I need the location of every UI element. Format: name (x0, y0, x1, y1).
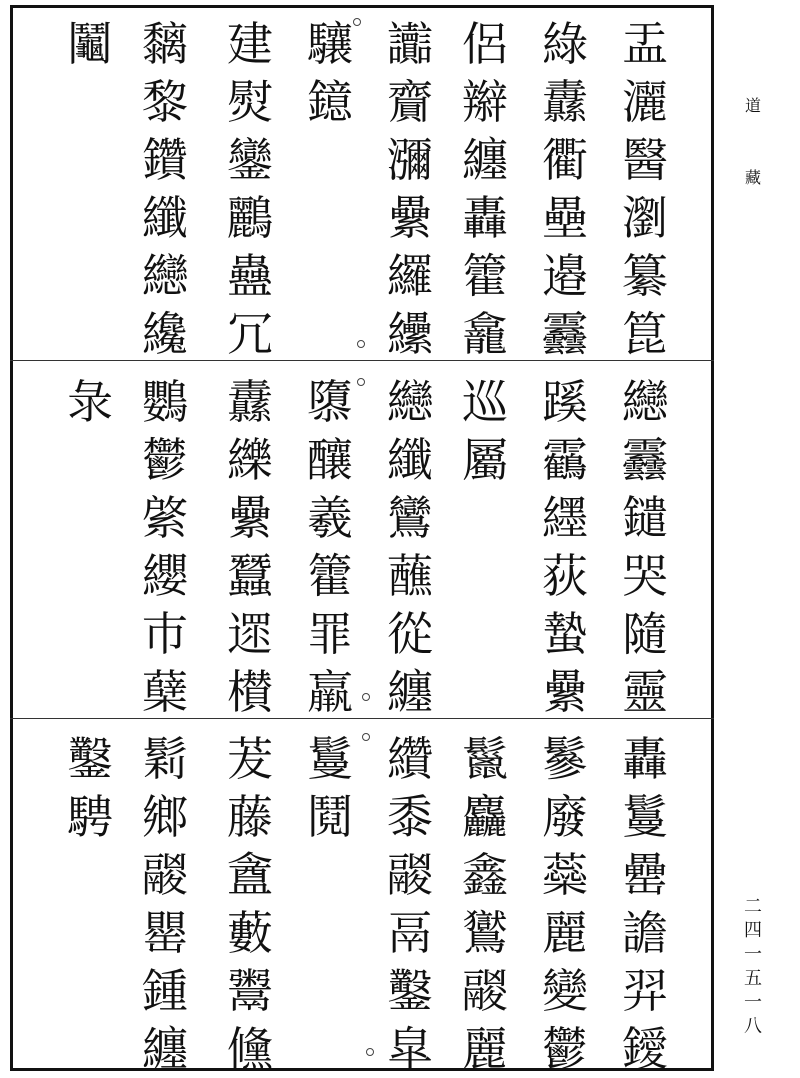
seal-glyph: 龕 (462, 307, 508, 361)
text-column (218, 373, 282, 721)
seal-glyph: 壘 (542, 191, 588, 245)
seal-glyph: 鬮 (67, 17, 113, 71)
text-column (218, 15, 282, 363)
seal-glyph: 黎 (142, 75, 188, 129)
seal-glyph: 蟄 (542, 607, 588, 661)
text-column (613, 15, 677, 363)
seal-glyph: 鬻 (227, 964, 273, 1018)
seal-glyph: 羲 (307, 491, 353, 545)
seal-glyph: 靈 (622, 665, 668, 719)
seal-glyph: 纔 (142, 307, 188, 361)
seal-glyph: 纝 (387, 307, 433, 361)
page-number-char: 五 (744, 968, 762, 989)
seal-glyph: 熨 (227, 75, 273, 129)
seal-glyph: 邉 (542, 249, 588, 303)
seal-glyph: 鸞 (387, 491, 433, 545)
seal-glyph: 纏 (387, 665, 433, 719)
seal-glyph: 羿 (622, 964, 668, 1018)
text-column (533, 15, 597, 363)
seal-glyph: 鸑 (462, 906, 508, 960)
circle-mark-icon (362, 693, 370, 701)
seal-glyph: 鸚 (142, 375, 188, 429)
seal-glyph: 籗 (307, 549, 353, 603)
text-column (133, 15, 197, 363)
seal-glyph: 纛 (227, 375, 273, 429)
seal-glyph: 鬁 (142, 732, 188, 786)
seal-glyph: 鬩 (307, 790, 353, 844)
seal-glyph: 盦 (227, 848, 273, 902)
band-divider (10, 718, 714, 719)
page-number-char: 二 (744, 896, 762, 917)
band-divider (10, 360, 714, 361)
seal-glyph: 䨺 (622, 433, 668, 487)
margin-title (738, 85, 768, 199)
seal-glyph: 麗 (542, 906, 588, 960)
seal-glyph: 鬣 (462, 732, 508, 786)
seal-glyph: 鸝 (227, 191, 273, 245)
seal-glyph: 鬱 (542, 1022, 588, 1076)
seal-glyph: 羸 (307, 665, 353, 719)
seal-glyph: 纞 (622, 375, 668, 429)
seal-glyph: 醫 (622, 133, 668, 187)
seal-glyph: 纆 (542, 491, 588, 545)
seal-glyph: 巡 (462, 375, 508, 429)
seal-glyph: 遝 (227, 607, 273, 661)
text-column (453, 730, 517, 1078)
seal-glyph: 纙 (387, 249, 433, 303)
seal-glyph: 箟 (622, 307, 668, 361)
seal-glyph: 纅 (227, 433, 273, 487)
circle-mark-icon (353, 18, 361, 26)
seal-glyph: 鑿 (67, 732, 113, 786)
page-frame (10, 5, 714, 1071)
seal-glyph: 纏 (462, 133, 508, 187)
seal-glyph: 纏 (142, 1022, 188, 1076)
seal-glyph: 麗 (462, 1022, 508, 1076)
seal-glyph: 儵 (227, 1022, 273, 1076)
seal-glyph: 鬱 (142, 433, 188, 487)
seal-glyph: 皐 (387, 1022, 433, 1076)
seal-glyph: 鑫 (462, 848, 508, 902)
seal-glyph: 屬 (462, 433, 508, 487)
seal-glyph: 靏 (542, 433, 588, 487)
text-column (58, 373, 122, 431)
text-column (133, 373, 197, 721)
seal-glyph: 鬷 (462, 964, 508, 1018)
seal-glyph: 藤 (227, 790, 273, 844)
seal-glyph: 纓 (142, 549, 188, 603)
seal-glyph: 灑 (622, 75, 668, 129)
seal-glyph: 罪 (307, 607, 353, 661)
seal-glyph: 綠 (542, 17, 588, 71)
seal-glyph: 蘖 (142, 665, 188, 719)
seal-glyph: 藪 (227, 906, 273, 960)
seal-glyph: 哭 (622, 549, 668, 603)
seal-glyph: 荻 (542, 549, 588, 603)
circle-mark-icon (357, 340, 365, 348)
seal-glyph: 鬘 (622, 790, 668, 844)
seal-glyph: 鬲 (387, 906, 433, 960)
seal-glyph: 鬷 (142, 848, 188, 902)
seal-glyph: 鑓 (622, 491, 668, 545)
page-number-char: 一 (744, 992, 762, 1013)
seal-glyph: 纛 (542, 75, 588, 129)
seal-glyph: 廢 (542, 790, 588, 844)
circle-mark-icon (362, 733, 370, 741)
seal-glyph: 蘸 (387, 549, 433, 603)
seal-glyph: 釀 (307, 433, 353, 487)
seal-glyph: 巿 (142, 607, 188, 661)
seal-glyph: 蠶 (227, 549, 273, 603)
seal-glyph: 轟 (622, 732, 668, 786)
seal-glyph: 纍 (542, 665, 588, 719)
seal-glyph: 䨺 (542, 307, 588, 361)
seal-glyph: 齎 (387, 75, 433, 129)
text-column (453, 15, 517, 363)
seal-glyph: 讟 (387, 17, 433, 71)
seal-glyph: 纖 (142, 191, 188, 245)
text-column (58, 15, 122, 73)
seal-glyph: 蹊 (542, 375, 588, 429)
seal-glyph: 籗 (462, 249, 508, 303)
page-number-char: 一 (744, 944, 762, 965)
text-column (218, 730, 282, 1078)
text-column (613, 730, 677, 1078)
seal-glyph: 瀰 (387, 133, 433, 187)
seal-glyph: 鬷 (387, 848, 433, 902)
seal-glyph: 鑾 (227, 133, 273, 187)
seal-glyph: 罍 (622, 848, 668, 902)
seal-glyph: 騁 (67, 790, 113, 844)
seal-glyph: 辮 (462, 75, 508, 129)
seal-glyph: 茇 (227, 732, 273, 786)
seal-glyph: 變 (542, 964, 588, 1018)
seal-glyph: 鬘 (307, 732, 353, 786)
seal-glyph: 纘 (387, 732, 433, 786)
page-number-char: 四 (744, 920, 762, 941)
seal-glyph: 從 (387, 607, 433, 661)
seal-glyph: 瀏 (622, 191, 668, 245)
seal-glyph: 黍 (387, 790, 433, 844)
seal-glyph: 鑽 (142, 133, 188, 187)
seal-glyph: 鍾 (142, 964, 188, 1018)
seal-glyph: 彔 (67, 375, 113, 429)
seal-glyph: 綮 (142, 491, 188, 545)
text-column (298, 15, 362, 131)
seal-glyph: 鐿 (307, 75, 353, 129)
seal-glyph: 麤 (462, 790, 508, 844)
text-column (378, 373, 442, 721)
seal-glyph: 纂 (622, 249, 668, 303)
seal-glyph: 纍 (387, 191, 433, 245)
seal-glyph: 鑿 (387, 964, 433, 1018)
seal-glyph: 隳 (307, 375, 353, 429)
seal-glyph: 隨 (622, 607, 668, 661)
seal-glyph: 黐 (142, 17, 188, 71)
margin-title-char: 道 (744, 96, 761, 115)
seal-glyph: 鬖 (542, 732, 588, 786)
seal-glyph: 蠱 (227, 249, 273, 303)
text-column (453, 373, 517, 489)
circle-mark-icon (357, 378, 365, 386)
seal-glyph: 纞 (387, 375, 433, 429)
seal-glyph: 侶 (462, 17, 508, 71)
seal-glyph: 櫕 (227, 665, 273, 719)
seal-glyph: 鄉 (142, 790, 188, 844)
seal-glyph: 冗 (227, 307, 273, 361)
seal-glyph: 驤 (307, 17, 353, 71)
seal-glyph: 建 (227, 17, 273, 71)
text-column (133, 730, 197, 1078)
text-column (533, 730, 597, 1078)
seal-glyph: 罌 (142, 906, 188, 960)
seal-glyph: 譫 (622, 906, 668, 960)
seal-glyph: 蘂 (542, 848, 588, 902)
text-column (378, 730, 442, 1078)
seal-glyph: 盂 (622, 17, 668, 71)
seal-glyph: 纍 (227, 491, 273, 545)
seal-glyph: 轟 (462, 191, 508, 245)
page-number (738, 895, 768, 1039)
text-column (298, 730, 362, 846)
seal-glyph: 纞 (142, 249, 188, 303)
text-column (378, 15, 442, 363)
seal-glyph: 鑀 (622, 1022, 668, 1076)
page-number-char: 八 (744, 1016, 762, 1037)
text-column (533, 373, 597, 721)
seal-glyph: 纖 (387, 433, 433, 487)
margin-title-char: 藏 (744, 168, 761, 187)
text-column (298, 373, 362, 721)
circle-mark-icon (366, 1048, 374, 1056)
text-column (613, 373, 677, 721)
text-column (58, 730, 122, 846)
seal-glyph: 衢 (542, 133, 588, 187)
